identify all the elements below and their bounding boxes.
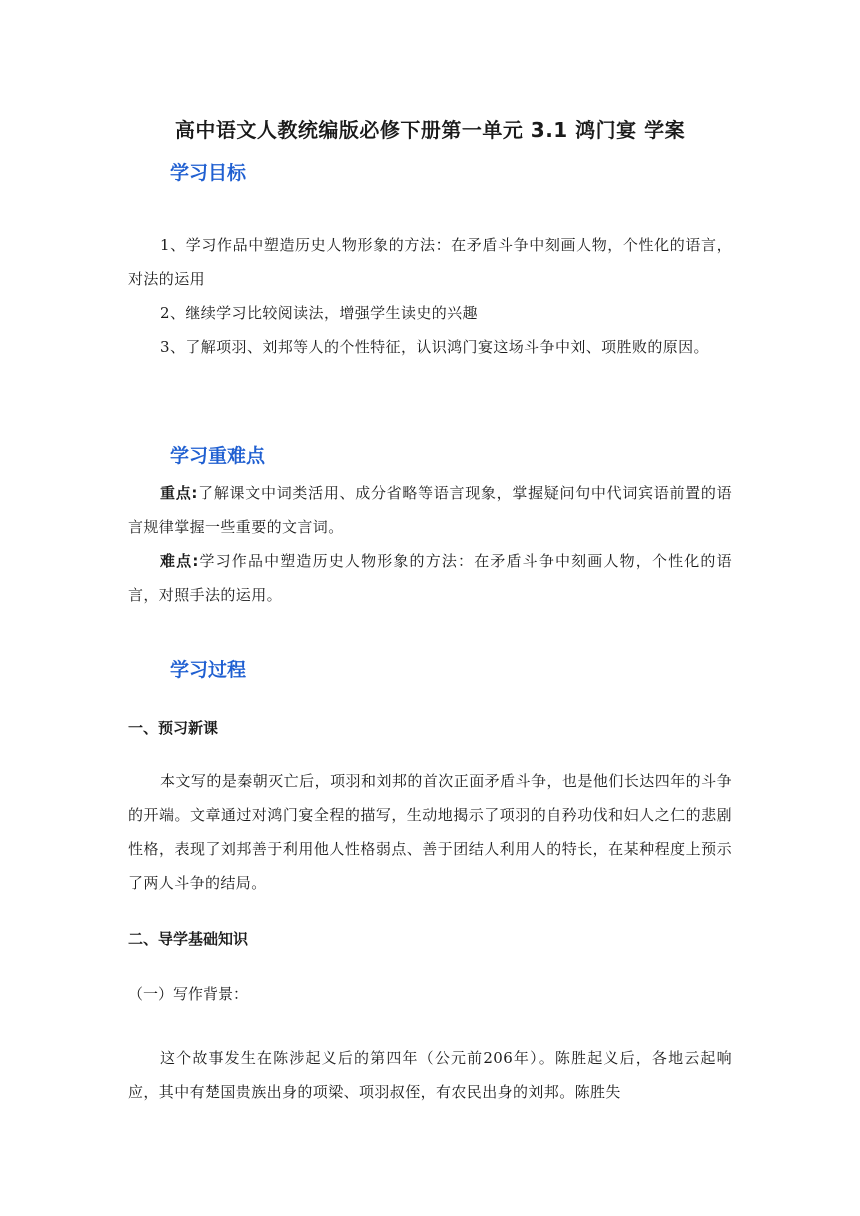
goals-heading: 学习目标 xyxy=(170,162,247,184)
focus-label: 重点: xyxy=(160,484,198,502)
section1-title: 一、预习新课 xyxy=(128,719,219,737)
process-heading: 学习过程 xyxy=(170,659,247,681)
difficulty-paragraph xyxy=(128,544,732,612)
goal-item-2: 2、继续学习比较阅读法，增强学生读史的兴趣 xyxy=(160,304,478,322)
goal-item-1: 1、学习作品中塑造历史人物形象的方法：在矛盾斗争中刻画人物，个性化的语言，对法的运用 xyxy=(128,236,732,288)
document-title: 高中语文人教统编版必修下册第一单元 3.1 鸿门宴 学案 xyxy=(174,118,686,142)
subsection1-title: （一）写作背景： xyxy=(128,985,249,1003)
goal-item-3: 3、了解项羽、刘邦等人的个性特征，认识鸿门宴这场斗争中刘、项胜败的原因。 xyxy=(160,338,709,356)
difficulty-text: 学习作品中塑造历史人物形象的方法：在矛盾斗争中刻画人物，个性化的语言，对照手法的运用。 xyxy=(128,552,732,604)
subsection1-text: 这个故事发生在陈涉起义后的第四年（公元前206年）。陈胜起义后，各地云起响应，其中有楚国贵族出身的项梁、项羽叔侄，有农民出身的刘邦。陈胜失 xyxy=(128,1049,732,1101)
focus-paragraph xyxy=(128,476,732,544)
focus-text: 了解课文中词类活用、成分省略等语言现象，掌握疑问句中代词宾语前置的语言规律掌握一些重要的文言词。 xyxy=(128,484,732,536)
key-points-heading: 学习重难点 xyxy=(170,445,266,467)
difficulty-label: 难点: xyxy=(160,552,199,570)
section1-text: 本文写的是秦朝灭亡后，项羽和刘邦的首次正面矛盾斗争，也是他们长达四年的斗争的开端。文章通过对鸿门宴全程的描写，生动地揭示了项羽的自矜功伐和妇人之仁的悲剧性格，表现了刘邦善于利用他人性格弱点、善于团结人利用人的特长，在某种程度上预示了两人斗争的结局。 xyxy=(128,772,732,892)
section2-title: 二、导学基础知识 xyxy=(128,930,249,948)
